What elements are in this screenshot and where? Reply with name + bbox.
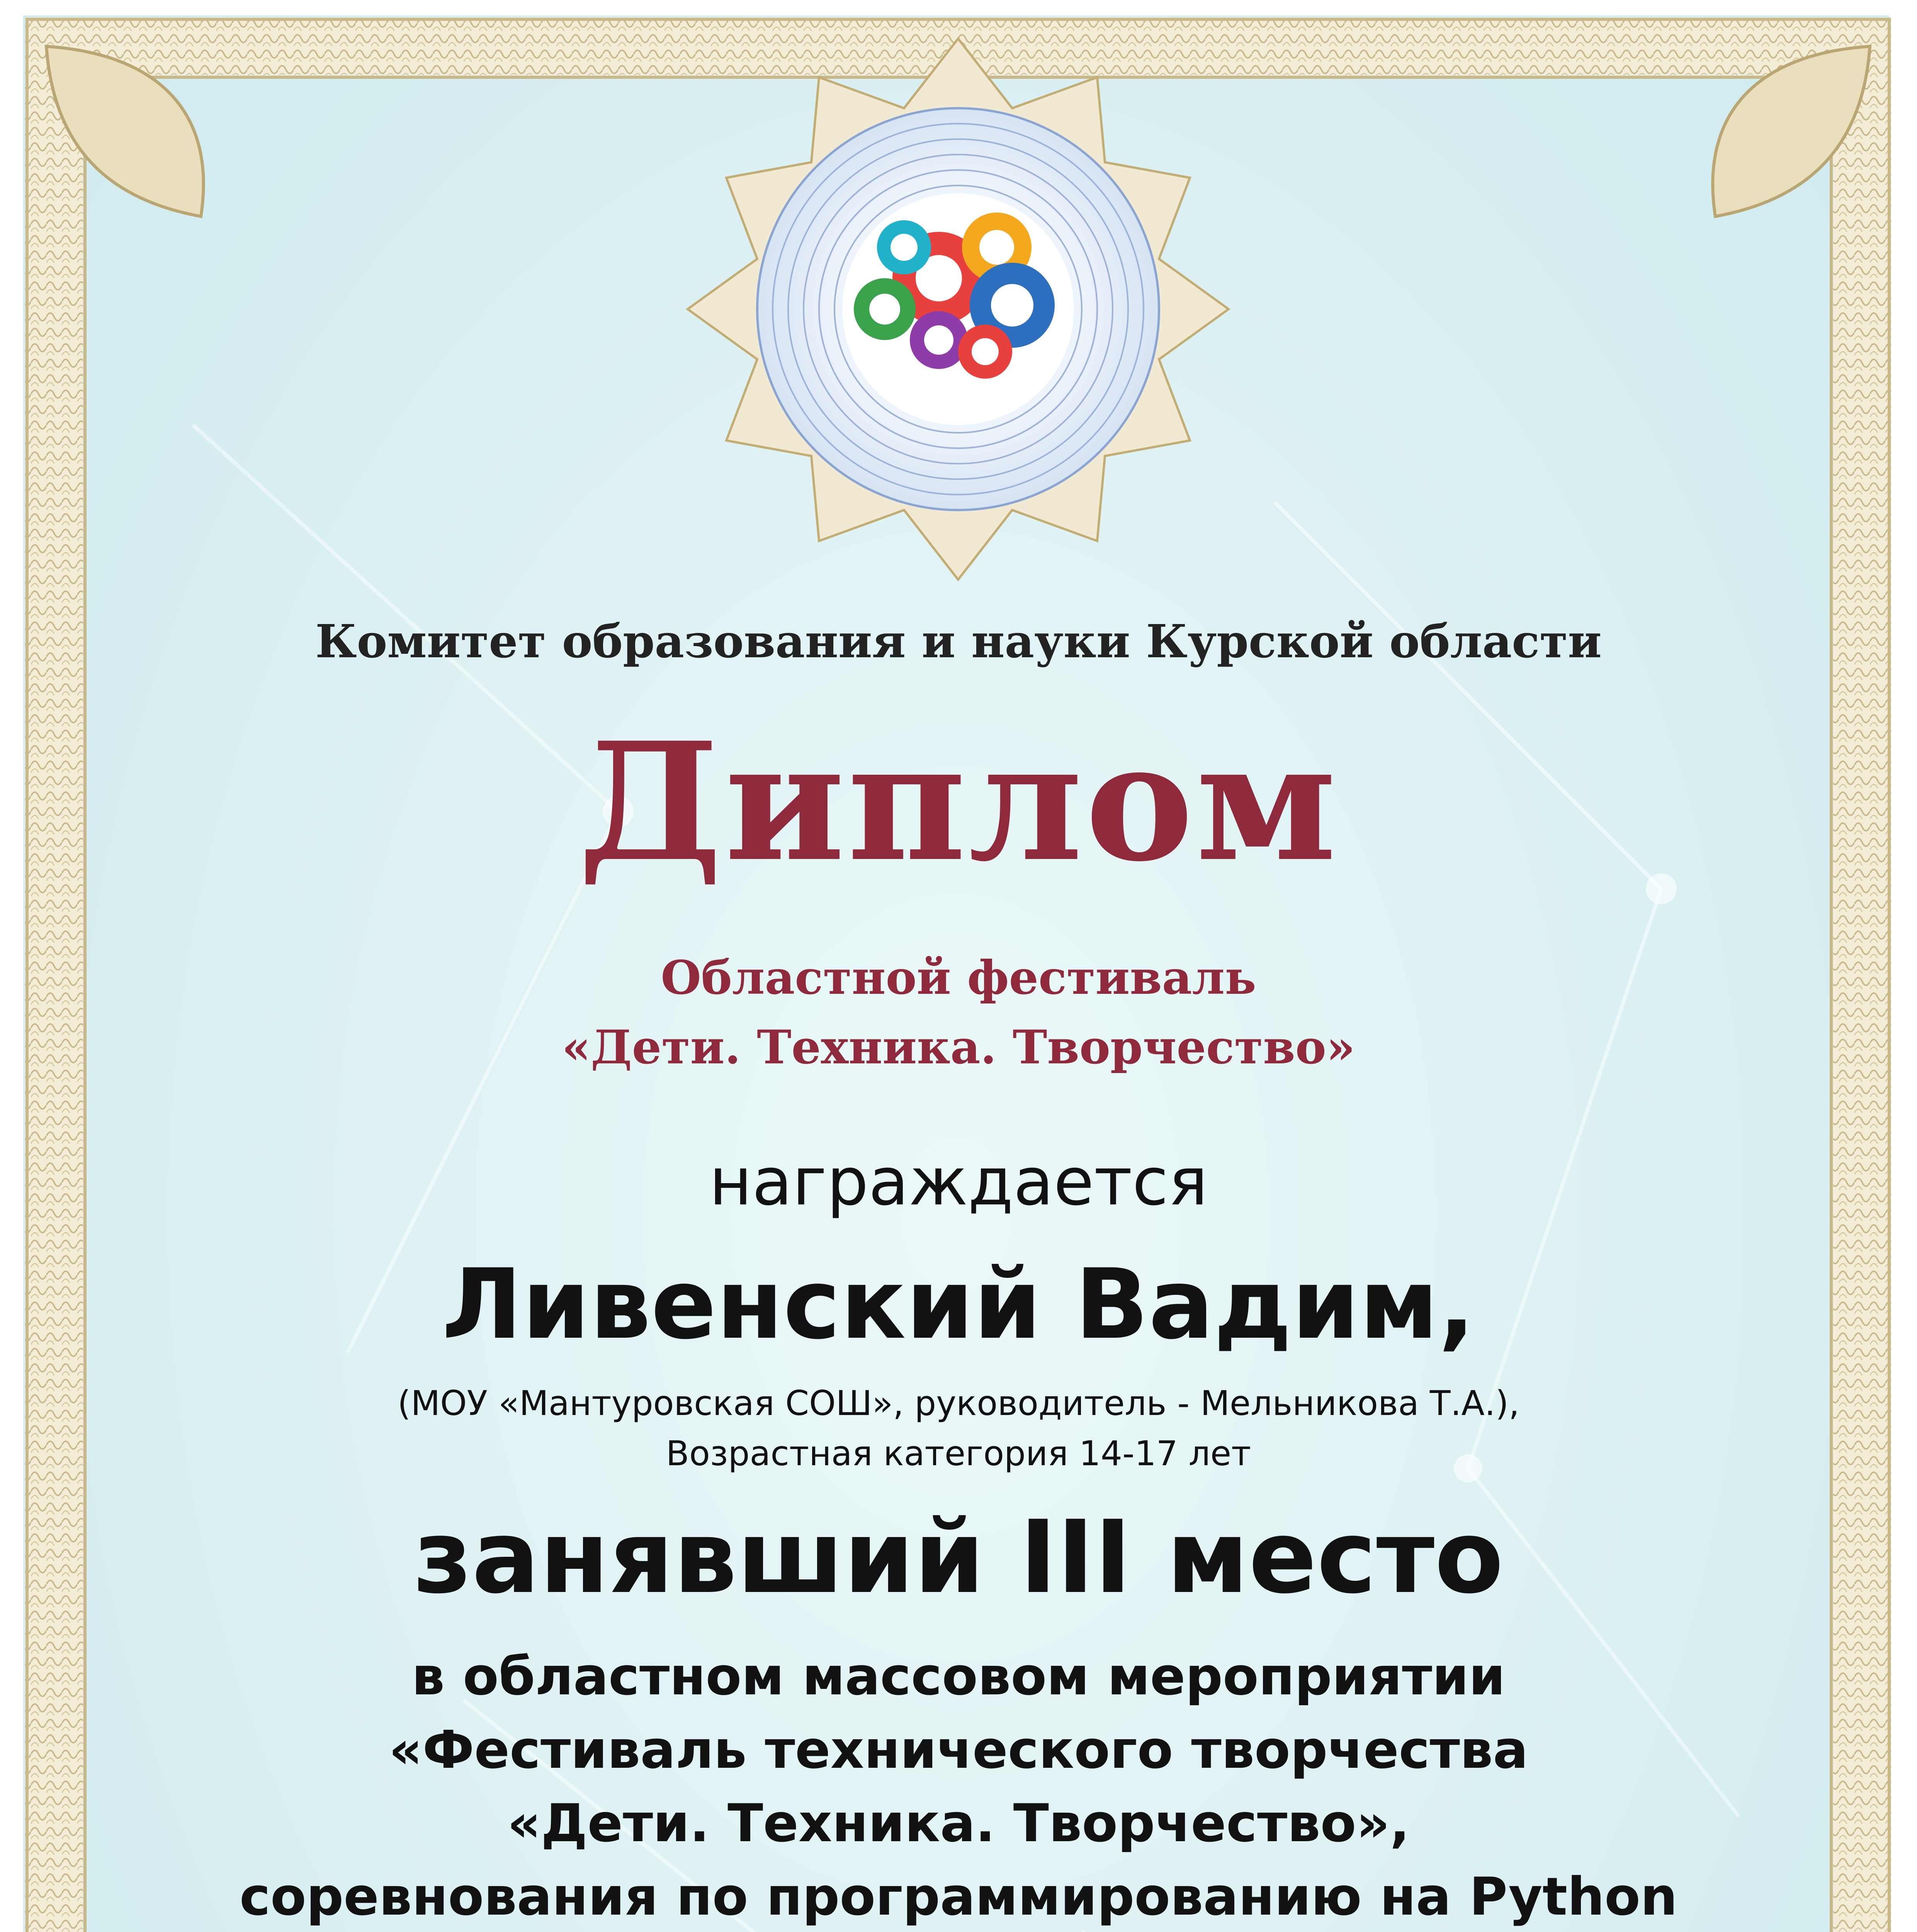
festival-line-2: «Дети. Техника. Творчество»	[562, 1020, 1355, 1075]
event-line-1: в областном массовом мероприятии	[411, 1646, 1506, 1707]
festival-line-1: Областной фестиваль	[661, 951, 1256, 1005]
event-line-3: «Дети. Техника. Творчество»,	[507, 1793, 1410, 1854]
diploma-title: Диплом	[578, 707, 1339, 898]
age-category: Возрастная категория 14-17 лет	[666, 1434, 1251, 1473]
recipient-name: Ливенский Вадим,	[442, 1248, 1475, 1361]
award-place: занявший III место	[413, 1499, 1504, 1616]
event-line-2: «Фестиваль технического творчества	[389, 1719, 1528, 1780]
awarded-label: награждается	[709, 1144, 1208, 1220]
recipient-organization: (МОУ «Мантуровская СОШ», руководитель - Мельникова Т.А.),	[398, 1383, 1519, 1423]
event-line-4: соревнования по программированию на Python	[239, 1866, 1678, 1927]
issuer-committee: Комитет образования и науки Курской области	[315, 614, 1602, 668]
